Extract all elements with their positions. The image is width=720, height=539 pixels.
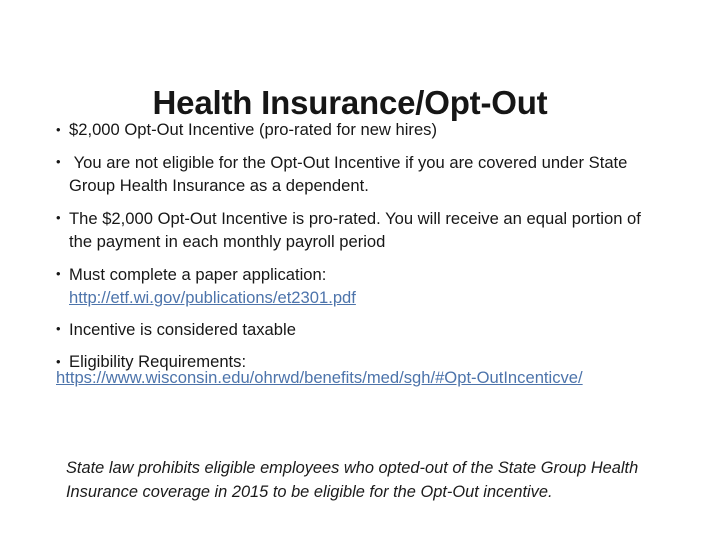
bullet-text: The $2,000 Opt-Out Incentive is pro-rated. You will receive an equal portion of the payment in each monthly payroll period <box>69 208 646 251</box>
paper-application-link[interactable]: http://etf.wi.gov/publications/et2301.pdf <box>69 288 356 307</box>
bullet-text: Must complete a paper application: <box>69 264 327 284</box>
bullet-text: You are not eligible for the Opt-Out Incentive if you are covered under State Group Health Insurance as a dependent. <box>69 152 633 195</box>
bullet-text: $2,000 Opt-Out Incentive (pro-rated for new hires) <box>69 120 438 139</box>
list-item <box>56 263 648 310</box>
bullet-text: Eligibility Requirements: <box>69 352 247 371</box>
list-item <box>56 151 648 198</box>
bullet-list <box>56 118 648 383</box>
eligibility-requirements-link[interactable]: https://www.wisconsin.edu/ohrwd/benefits/med/sgh/#Opt-OutIncenticve/ <box>56 368 583 387</box>
bullet-text: Incentive is considered taxable <box>69 319 296 339</box>
list-item <box>56 318 648 342</box>
list-item <box>56 118 648 142</box>
page-title: Health Insurance/Opt-Out <box>152 84 548 122</box>
footer-note: State law prohibits eligible employees who opted-out of the State Group Health Insurance coverage in 2015 to be eligible for the Opt-Out incentive. <box>66 459 639 502</box>
list-item <box>56 207 648 254</box>
